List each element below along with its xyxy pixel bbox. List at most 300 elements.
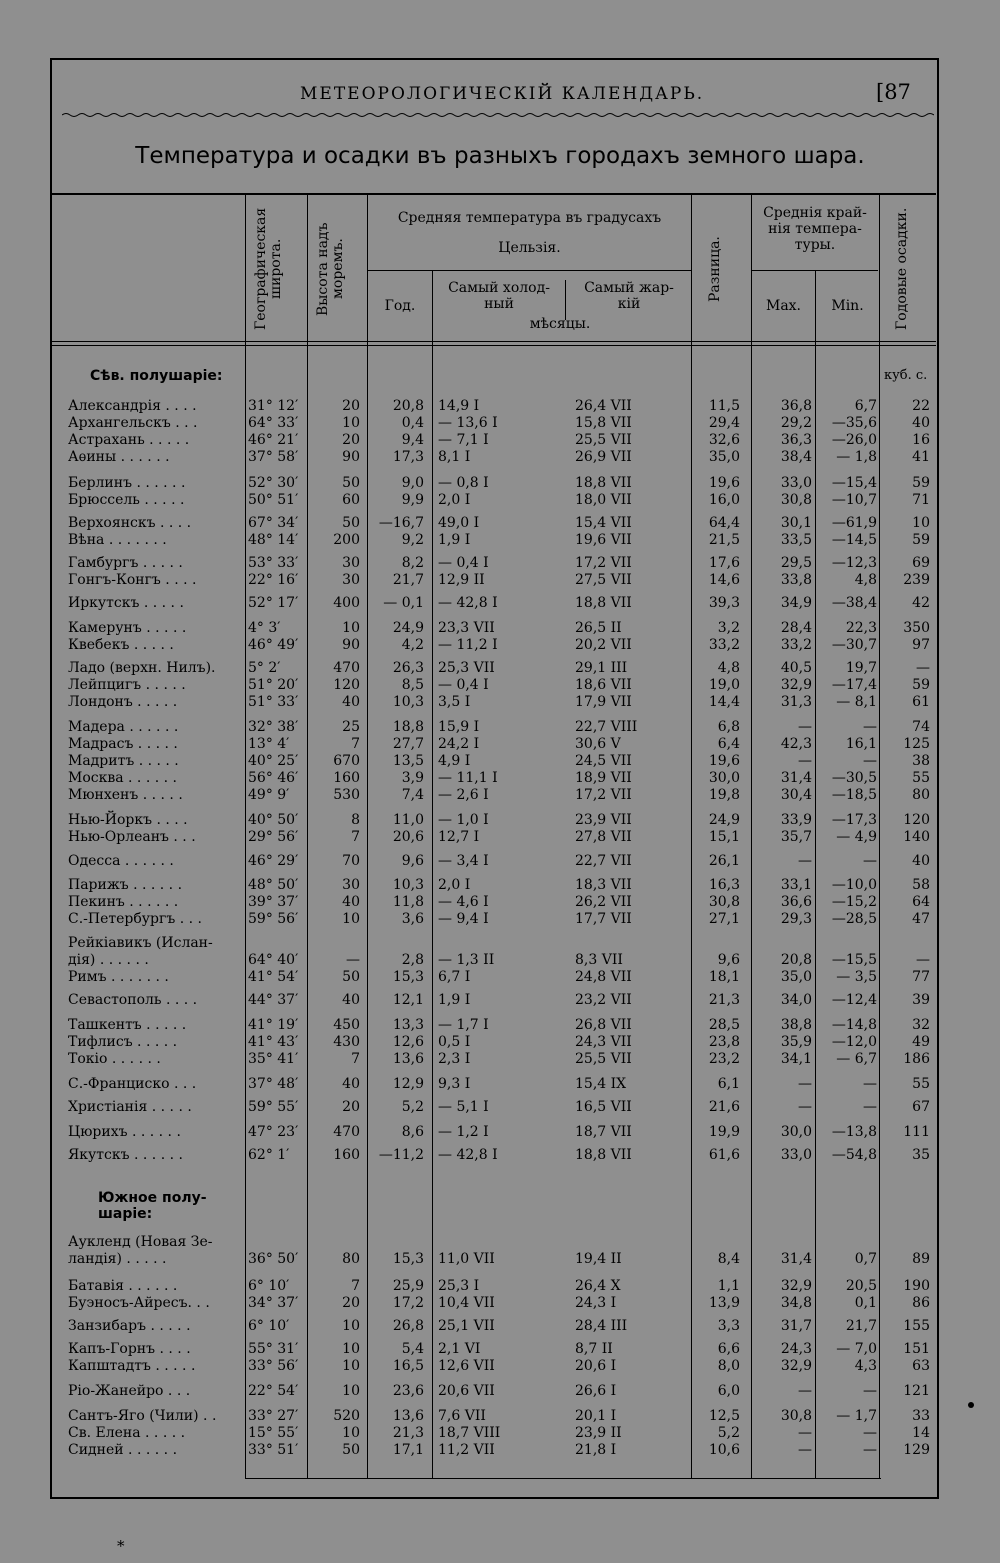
cell-city: Севастополь . . . . (68, 992, 198, 1008)
table-row (0, 1099, 1000, 1116)
cell-hot: 19,6 VII (575, 532, 632, 548)
cell-cold: 11,2 VII (438, 1442, 495, 1458)
cell-alt: 20 (342, 432, 360, 448)
cell-cold: 2,1 VI (438, 1341, 481, 1357)
cell-diff: 19,8 (708, 787, 740, 803)
cell-prec: 69 (912, 555, 930, 571)
cell-year: 15,3 (392, 1251, 424, 1267)
cell-hot: 25,5 VII (575, 432, 632, 448)
cell-year: 8,5 (401, 677, 424, 693)
cell-min: —30,7 (831, 637, 877, 653)
cell-min: —12,0 (831, 1034, 877, 1050)
cell-alt: 430 (333, 1034, 360, 1050)
cell-city: Мадрасъ . . . . . (68, 736, 178, 752)
cell-max: — (798, 1099, 812, 1115)
cell-city: Нью-Орлеанъ . . . (68, 829, 196, 845)
cell-lat: 41° 19′ (248, 1017, 299, 1033)
cell-min: — (863, 1383, 877, 1399)
cell-cold: 20,6 VII (438, 1383, 495, 1399)
cell-cold: 2,3 I (438, 1051, 471, 1067)
cell-city: Ташкентъ . . . . . (68, 1017, 187, 1033)
cell-prec: 129 (903, 1442, 930, 1458)
table-row (0, 935, 1000, 969)
cell-max: — (798, 1383, 812, 1399)
cell-max: 32,9 (780, 1358, 812, 1374)
cell-min: —30,5 (831, 770, 877, 786)
cell-min: 0,1 (854, 1295, 877, 1311)
cell-year: 21,7 (392, 572, 424, 588)
cell-alt: 50 (342, 1442, 360, 1458)
cell-year: 11,8 (392, 894, 424, 910)
cell-prec: 61 (912, 694, 930, 710)
cell-lat: 62° 1′ (248, 1147, 290, 1163)
cell-min: — (863, 1442, 877, 1458)
cell-prec: 22 (912, 398, 930, 414)
cell-alt: 40 (342, 1076, 360, 1092)
cell-diff: 30,0 (708, 770, 740, 786)
cell-diff: 33,2 (708, 637, 740, 653)
cell-prec: 58 (912, 877, 930, 893)
cell-city: Пекинъ . . . . . . (68, 894, 179, 910)
cell-prec: 350 (903, 620, 930, 636)
cell-max: 42,3 (780, 736, 812, 752)
cell-min: — (863, 1099, 877, 1115)
cell-max: 28,4 (780, 620, 812, 636)
table-row (0, 877, 1000, 894)
cell-year: 23,6 (392, 1383, 424, 1399)
cell-hot: 15,4 IX (575, 1076, 627, 1092)
cell-max: 31,4 (780, 1251, 812, 1267)
table-row (0, 677, 1000, 694)
cell-prec: 39 (912, 992, 930, 1008)
cell-cold: 23,3 VII (438, 620, 495, 636)
cell-min: —17,3 (831, 812, 877, 828)
cell-diff: 14,4 (708, 694, 740, 710)
cell-cold: 9,3 I (438, 1076, 471, 1092)
cell-prec: 38 (912, 753, 930, 769)
cell-diff: 17,6 (708, 555, 740, 571)
cell-min: 22,3 (845, 620, 877, 636)
cell-year: 4,2 (401, 637, 424, 653)
table-row (0, 1076, 1000, 1093)
table-row (0, 1295, 1000, 1312)
cell-max: 31,3 (780, 694, 812, 710)
cell-alt: 7 (351, 829, 360, 845)
table-row (0, 969, 1000, 986)
cell-year: 8,6 (401, 1124, 424, 1140)
cell-city: Квебекъ . . . . . (68, 637, 174, 653)
cell-min: 21,7 (845, 1318, 877, 1334)
cell-prec: 14 (912, 1425, 930, 1441)
table-row (0, 894, 1000, 911)
cell-lat: 13° 4′ (248, 736, 290, 752)
cell-hot: 22,7 VII (575, 853, 632, 869)
cell-alt: 400 (333, 595, 360, 611)
cell-prec: 64 (912, 894, 930, 910)
cell-alt: 80 (342, 1251, 360, 1267)
cell-hot: 26,9 VII (575, 449, 632, 465)
table-bottom-rule (245, 1478, 881, 1479)
header-celsius: Цельзія. (498, 240, 561, 256)
cell-alt: 470 (333, 1124, 360, 1140)
cell-lat: 67° 34′ (248, 515, 299, 531)
cell-hot: 16,5 VII (575, 1099, 632, 1115)
cell-max: 34,9 (780, 595, 812, 611)
cell-diff: 6,8 (717, 719, 740, 735)
cell-min: — (863, 1425, 877, 1441)
table-row (0, 515, 1000, 532)
cell-city: С.-Петербургъ . . . (68, 911, 202, 927)
cell-hot: 17,7 VII (575, 911, 632, 927)
table-row (0, 637, 1000, 654)
cell-cold: — 11,1 I (438, 770, 498, 786)
cell-prec: 35 (912, 1147, 930, 1163)
cell-city: Астрахань . . . . . (68, 432, 190, 448)
cell-prec: 186 (903, 1051, 930, 1067)
table-row (0, 595, 1000, 612)
cell-prec: 49 (912, 1034, 930, 1050)
cell-cold: — 1,7 I (438, 1017, 489, 1033)
cell-prec: 97 (912, 637, 930, 653)
cell-alt: 10 (342, 1358, 360, 1374)
cell-lat: 34° 37′ (248, 1295, 299, 1311)
cell-prec: — (916, 952, 930, 968)
cell-min: — 8,1 (836, 694, 877, 710)
cell-year: 15,3 (392, 969, 424, 985)
cell-max: — (798, 753, 812, 769)
cell-prec: 59 (912, 475, 930, 491)
cell-cold: 24,2 I (438, 736, 480, 752)
cell-year: 17,2 (392, 1295, 424, 1311)
cell-alt: 30 (342, 877, 360, 893)
cell-diff: 24,9 (708, 812, 740, 828)
cell-alt: 520 (333, 1408, 360, 1424)
table-row (0, 449, 1000, 466)
cell-year: 20,6 (392, 829, 424, 845)
cell-hot: 26,2 VII (575, 894, 632, 910)
cell-cold: 8,1 I (438, 449, 471, 465)
cell-max: 40,5 (780, 660, 812, 676)
cell-min: —10,0 (831, 877, 877, 893)
cell-max: — (798, 719, 812, 735)
cell-min: —14,8 (831, 1017, 877, 1033)
cell-diff: 23,8 (708, 1034, 740, 1050)
cell-lat: 55° 31′ (248, 1341, 299, 1357)
table-row (0, 555, 1000, 572)
cell-max: 33,2 (780, 637, 812, 653)
wavy-rule (62, 112, 934, 118)
cell-prec: 40 (912, 853, 930, 869)
cell-lat: 22° 54′ (248, 1383, 299, 1399)
cell-cold: 1,9 I (438, 532, 471, 548)
cell-hot: 26,5 II (575, 620, 622, 636)
cell-hot: 17,2 VII (575, 555, 632, 571)
table-top-rule (52, 193, 936, 195)
cell-alt: 670 (333, 753, 360, 769)
cell-alt: 50 (342, 515, 360, 531)
cell-max: 33,5 (780, 532, 812, 548)
table-row (0, 829, 1000, 846)
cell-year: 10,3 (392, 877, 424, 893)
cell-min: 19,7 (845, 660, 877, 676)
cell-lat: 46° 49′ (248, 637, 299, 653)
cell-lat: 31° 12′ (248, 398, 299, 414)
cell-min: —13,8 (831, 1124, 877, 1140)
section-north: Сѣв. полушаріе: (90, 368, 223, 384)
cell-diff: 1,1 (717, 1278, 740, 1294)
cell-lat: 41° 54′ (248, 969, 299, 985)
cell-city: Занзибаръ . . . . . (68, 1318, 191, 1334)
cell-min: — 3,5 (836, 969, 877, 985)
cell-prec: 63 (912, 1358, 930, 1374)
cell-lat: 48° 50′ (248, 877, 299, 893)
cell-max: 33,8 (780, 572, 812, 588)
cell-max: 33,0 (780, 475, 812, 491)
cell-year: 9,0 (401, 475, 424, 491)
table-row (0, 1051, 1000, 1068)
cell-city: Токіо . . . . . . (68, 1051, 161, 1067)
cell-cold: 10,4 VII (438, 1295, 495, 1311)
cell-min: —28,5 (831, 911, 877, 927)
cell-diff: 19,9 (708, 1124, 740, 1140)
cell-hot: 26,8 VII (575, 1017, 632, 1033)
cell-alt: 10 (342, 1383, 360, 1399)
cell-hot: 15,4 VII (575, 515, 632, 531)
cell-lat: 33° 51′ (248, 1442, 299, 1458)
header-min: Min. (831, 298, 864, 314)
cell-cold: — 2,6 I (438, 787, 489, 803)
cell-hot: 22,7 VIII (575, 719, 638, 735)
cell-lat: 22° 16′ (248, 572, 299, 588)
cell-year: 21,3 (392, 1425, 424, 1441)
cell-prec: 59 (912, 677, 930, 693)
cell-lat: 48° 14′ (248, 532, 299, 548)
cell-cold: — 0,4 I (438, 555, 489, 571)
cell-year: 16,5 (392, 1358, 424, 1374)
cell-year: 12,6 (392, 1034, 424, 1050)
cell-city: Иркутскъ . . . . . (68, 595, 184, 611)
cell-city: Берлинъ . . . . . . (68, 475, 186, 491)
cell-year: 24,9 (392, 620, 424, 636)
cell-city: Архангельскъ . . . (68, 415, 198, 431)
cell-alt: 120 (333, 677, 360, 693)
table-row (0, 572, 1000, 589)
cell-hot: 18,8 VII (575, 475, 632, 491)
cell-prec: 59 (912, 532, 930, 548)
cell-max: 32,9 (780, 677, 812, 693)
cell-min: —12,4 (831, 992, 877, 1008)
cell-alt: 10 (342, 911, 360, 927)
table-row (0, 1425, 1000, 1442)
cell-min: — (863, 753, 877, 769)
cell-max: 33,1 (780, 877, 812, 893)
cell-lat: 46° 21′ (248, 432, 299, 448)
cell-max: 29,2 (780, 415, 812, 431)
cell-hot: 18,6 VII (575, 677, 632, 693)
cell-year: 7,4 (401, 787, 424, 803)
cell-hot: 26,4 X (575, 1278, 621, 1294)
cell-prec: 42 (912, 595, 930, 611)
cell-diff: 5,2 (717, 1425, 740, 1441)
cell-year: 11,0 (392, 812, 424, 828)
cell-city: Христіанія . . . . . (68, 1099, 192, 1115)
cell-city: С.-Франциско . . . (68, 1076, 197, 1092)
cell-cold: 14,9 I (438, 398, 480, 414)
cell-diff: 19,0 (708, 677, 740, 693)
cell-year: —11,2 (378, 1147, 424, 1163)
cell-prec: 111 (903, 1124, 930, 1140)
cell-max: 34,8 (780, 1295, 812, 1311)
cell-alt: 20 (342, 398, 360, 414)
cell-diff: 27,1 (708, 911, 740, 927)
cell-cold: — 42,8 I (438, 1147, 498, 1163)
cell-city: Мюнхенъ . . . . . (68, 787, 183, 803)
cell-lat: 36° 50′ (248, 1251, 299, 1267)
cell-alt: 25 (342, 719, 360, 735)
cell-max: 30,4 (780, 787, 812, 803)
cell-cold: 6,7 I (438, 969, 471, 985)
stray-dot (968, 1402, 974, 1408)
cell-city: Гамбургъ . . . . . (68, 555, 183, 571)
cell-lat: 44° 37′ (248, 992, 299, 1008)
cell-alt: 200 (333, 532, 360, 548)
cell-hot: 24,5 VII (575, 753, 632, 769)
cell-hot: 15,8 VII (575, 415, 632, 431)
cell-year: 18,8 (392, 719, 424, 735)
cell-lat: 4° 3′ (248, 620, 281, 636)
header-coldest: Самый холод- ный (448, 280, 550, 312)
cell-city: Рейкіавикъ (Ислан- дія) . . . . . . (68, 935, 213, 968)
cell-city: Нью-Йоркъ . . . . (68, 812, 188, 828)
table-row (0, 1408, 1000, 1425)
cell-prec: — (916, 660, 930, 676)
cell-diff: 18,1 (708, 969, 740, 985)
running-title: МЕТЕОРОЛОГИЧЕСКІЙ КАЛЕНДАРЬ. (300, 84, 705, 104)
cell-lat: 39° 37′ (248, 894, 299, 910)
cell-lat: 37° 58′ (248, 449, 299, 465)
cell-city: Аѳины . . . . . . (68, 449, 170, 465)
cell-cold: — 9,4 I (438, 911, 489, 927)
cell-hot: 28,4 III (575, 1318, 628, 1334)
cell-alt: 7 (351, 1278, 360, 1294)
cell-alt: 160 (333, 1147, 360, 1163)
cell-prec: 80 (912, 787, 930, 803)
cell-diff: 14,6 (708, 572, 740, 588)
cell-hot: 20,2 VII (575, 637, 632, 653)
table-row (0, 1358, 1000, 1375)
cell-diff: 26,1 (708, 853, 740, 869)
cell-hot: 23,9 II (575, 1425, 622, 1441)
table-row (0, 694, 1000, 711)
cell-max: 30,8 (780, 492, 812, 508)
cell-lat: 40° 50′ (248, 812, 299, 828)
cell-diff: 21,3 (708, 992, 740, 1008)
cell-hot: 18,0 VII (575, 492, 632, 508)
cell-diff: 19,6 (708, 475, 740, 491)
cell-cold: — 42,8 I (438, 595, 498, 611)
cell-year: 17,3 (392, 449, 424, 465)
cell-lat: 51° 33′ (248, 694, 299, 710)
cell-hot: 29,1 III (575, 660, 628, 676)
cell-city: Парижъ . . . . . . (68, 877, 183, 893)
header-bottom-rule (52, 341, 936, 342)
cell-hot: 19,4 II (575, 1251, 622, 1267)
cell-lat: 5° 2′ (248, 660, 281, 676)
cell-min: —10,7 (831, 492, 877, 508)
cell-diff: 61,6 (708, 1147, 740, 1163)
table-row (0, 1147, 1000, 1164)
cell-min: 4,8 (854, 572, 877, 588)
cell-hot: 17,2 VII (575, 787, 632, 803)
cell-prec: 16 (912, 432, 930, 448)
cell-diff: 21,6 (708, 1099, 740, 1115)
cell-cold: 25,3 I (438, 1278, 480, 1294)
cell-city: Камерунъ . . . . . (68, 620, 187, 636)
table-row (0, 415, 1000, 432)
cell-diff: 8,0 (717, 1358, 740, 1374)
section-south: Южное полу- шаріе: (98, 1190, 207, 1222)
table-row (0, 719, 1000, 736)
table-row (0, 736, 1000, 753)
table-row (0, 812, 1000, 829)
cell-cold: — 0,4 I (438, 677, 489, 693)
table-row (0, 620, 1000, 637)
cell-lat: 56° 46′ (248, 770, 299, 786)
temp-subheader-rule (368, 270, 691, 271)
cell-lat: 64° 40′ (248, 952, 299, 968)
cell-max: — (798, 1076, 812, 1092)
cell-year: — 0,1 (383, 595, 424, 611)
cell-city: Сантъ-Яго (Чили) . . (68, 1408, 217, 1424)
cell-min: —26,0 (831, 432, 877, 448)
table-row (0, 1442, 1000, 1459)
cell-prec: 239 (903, 572, 930, 588)
cell-prec: 55 (912, 770, 930, 786)
header-months: мѣсяцы. (529, 316, 591, 332)
cell-cold: — 1,3 II (438, 952, 495, 968)
cell-alt: 530 (333, 787, 360, 803)
cell-max: 30,1 (780, 515, 812, 531)
table-title: Температура и осадки въ разныхъ городахъ земного шара. (135, 143, 865, 169)
cell-prec: 151 (903, 1341, 930, 1357)
cell-min: —54,8 (831, 1147, 877, 1163)
header-altitude: Высота надъ моремъ. (315, 222, 346, 316)
cell-prec: 89 (912, 1251, 930, 1267)
cell-diff: 6,0 (717, 1383, 740, 1399)
cell-lat: 52° 17′ (248, 595, 299, 611)
table-row (0, 1383, 1000, 1400)
cell-city: Москва . . . . . . (68, 770, 177, 786)
table-row (0, 475, 1000, 492)
cell-city: Капштадтъ . . . . . (68, 1358, 196, 1374)
cell-max: 38,8 (780, 1017, 812, 1033)
cell-year: 9,4 (401, 432, 424, 448)
cell-prec: 71 (912, 492, 930, 508)
table-row (0, 1017, 1000, 1034)
cell-min: — 4,9 (836, 829, 877, 845)
cell-diff: 8,4 (717, 1251, 740, 1267)
cell-min: 0,7 (854, 1251, 877, 1267)
cell-city: Ріо-Жанейро . . . (68, 1383, 191, 1399)
cell-alt: 10 (342, 415, 360, 431)
cell-prec: 86 (912, 1295, 930, 1311)
cell-city: Одесса . . . . . . (68, 853, 174, 869)
cell-cold: — 7,1 I (438, 432, 489, 448)
cell-min: —15,2 (831, 894, 877, 910)
cell-cold: 25,3 VII (438, 660, 495, 676)
cell-cold: 11,0 VII (438, 1251, 495, 1267)
cell-year: 13,6 (392, 1408, 424, 1424)
